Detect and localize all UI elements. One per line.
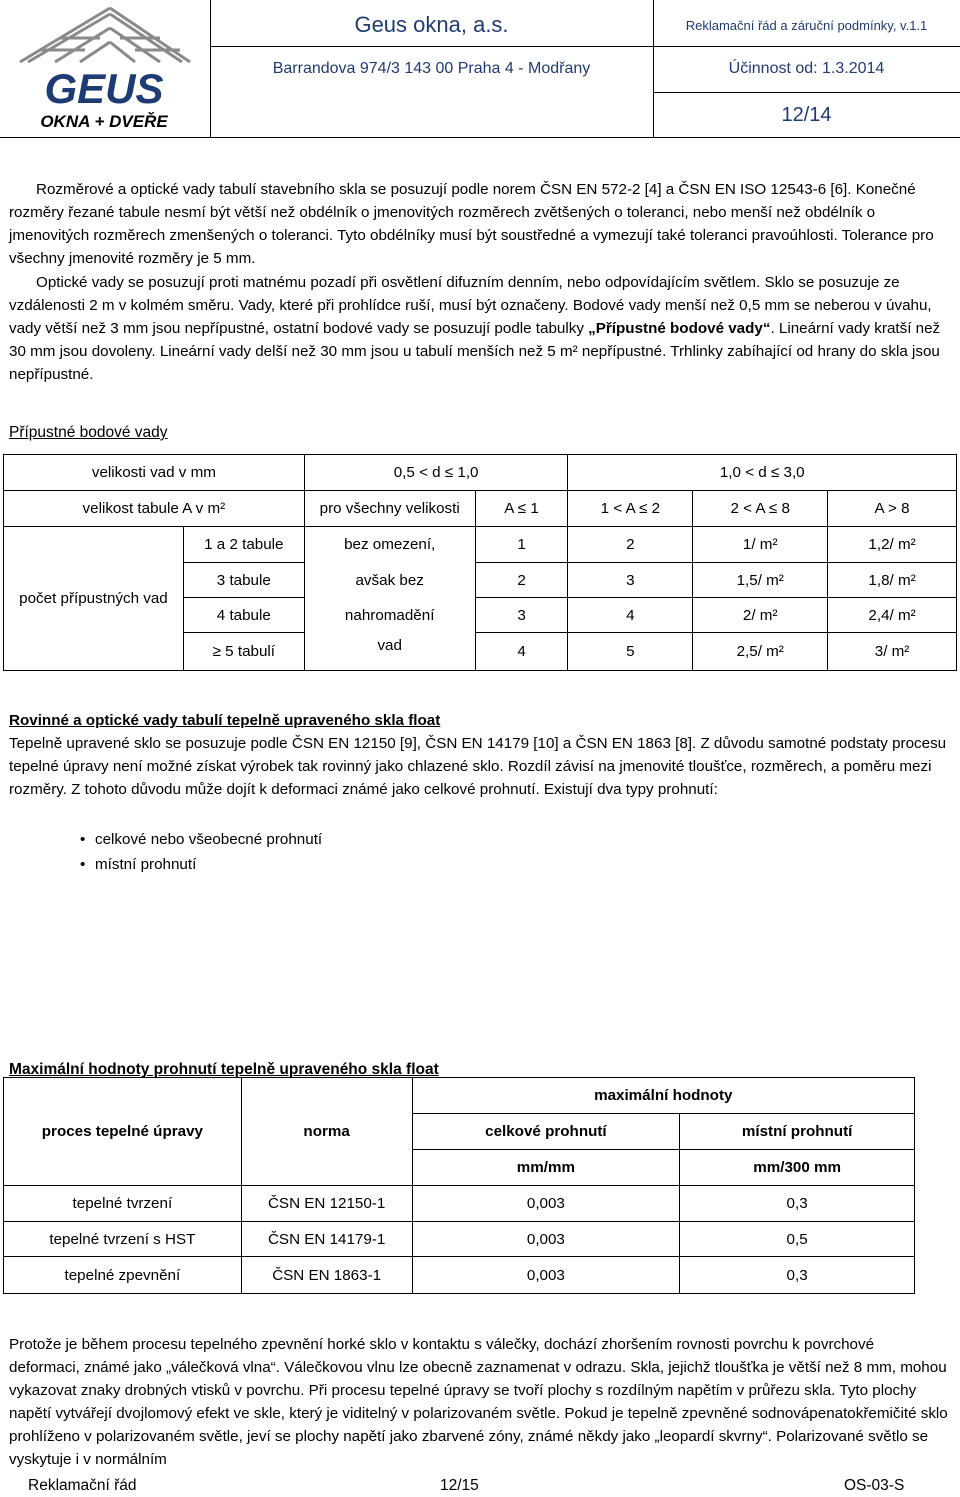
- section2: [9, 709, 949, 801]
- table-cell: 1/ m²: [693, 527, 828, 563]
- table-cell: tepelné tvrzení s HST: [4, 1222, 242, 1257]
- table-cell: 5: [568, 633, 693, 671]
- section2-heading: Rovinné a optické vady tabulí tepelně upraveného skla float: [9, 712, 441, 729]
- table-cell: 1: [475, 527, 568, 563]
- table-cell: 0,3: [680, 1257, 915, 1294]
- doc-title: Reklamační řád a záruční podmínky, v.1.1: [685, 18, 928, 33]
- area-all: pro všechny velikosti: [304, 491, 475, 527]
- table-cell: 4: [568, 598, 693, 633]
- list-item: [80, 827, 322, 852]
- area-col: 2 < A ≤ 8: [693, 491, 828, 527]
- paragraph-dimensions: Rozměrové a optické vady tabulí stavebního skla se posuzují podle norem ČSN EN 572-2 [4] a ČSN EN ISO 12543-6 [6]. Konečné rozměry řezané tabule nesmí být větší než obdélník o jmenovitých rozměrech zvětšených o toleranci, nebo menší než obdélník o jmenovitých rozměrech zmenšených o toleranci. Tyto obdélníky musí být soustředné a vymezují také toleranci pravoúhlosti. Tolerance pro všechny jmenovité rozměry je 5 mm.: [9, 181, 934, 267]
- table2-heading: Maximální hodnoty prohnutí tepelně upraveného skla float: [9, 1061, 439, 1078]
- table-cell: 0,003: [412, 1257, 680, 1294]
- logo-sub: OKNA + DVEŘE: [40, 112, 168, 131]
- table-row: [4, 1186, 915, 1222]
- deflection-types-list: [80, 827, 322, 877]
- list-item-text: celkové nebo všeobecné prohnutí: [95, 831, 323, 848]
- col-local-header: místní prohnutí: [680, 1114, 915, 1150]
- geus-logo: [0, 0, 209, 136]
- effective-date: Účinnost od: 1.3.2014: [728, 60, 885, 77]
- size-range-b: 1,0 < d ≤ 3,0: [568, 455, 957, 491]
- table-cell: ČSN EN 14179-1: [241, 1222, 412, 1257]
- panes-label: 4 tabule: [183, 598, 304, 633]
- table-row: [4, 1257, 915, 1294]
- table-reference: „Přípustné bodové vady“: [588, 320, 771, 337]
- company-address: Barrandova 974/3 143 00 Praha 4 - Modřany: [272, 60, 591, 77]
- page-number: 12/14: [781, 104, 832, 126]
- header-divider: [210, 46, 653, 47]
- col-total-header: celkové prohnutí: [412, 1114, 680, 1150]
- unit-total: mm/mm: [412, 1150, 680, 1186]
- table-cell: 2,5/ m²: [693, 633, 828, 671]
- table-cell: 0,003: [412, 1186, 680, 1222]
- table-cell: ČSN EN 1863-1: [241, 1257, 412, 1294]
- section2-text: Tepelně upravené sklo se posuzuje podle ČSN EN 12150 [9], ČSN EN 14179 [10] a ČSN EN 1863 [8]. Z důvodu samotné podstaty procesu tepelné úpravy není možné získat výrobek tak rovinný jako chlazené sklo. Rozdíl závisí na jmenovité tloušťce, rozměrech, a poměru mezi rozměry. Z tohoto důvodu může dojít k deformaci známé jako celkové prohnutí. Existují dva typy prohnutí:: [9, 735, 947, 798]
- max-values-header: maximální hodnoty: [412, 1078, 914, 1114]
- count-label: počet přípustných vad: [4, 527, 184, 671]
- area-label: velikost tabule A v m²: [4, 491, 305, 527]
- company-name: Geus okna, a.s.: [354, 12, 509, 37]
- table-cell: 3: [475, 598, 568, 633]
- table-cell: 0,003: [412, 1222, 680, 1257]
- footer-center: 12/15: [440, 1477, 479, 1494]
- table-cell: 2,4/ m²: [828, 598, 957, 633]
- note-line: bez omezení,: [304, 527, 475, 563]
- table-cell: 2/ m²: [693, 598, 828, 633]
- panes-label: 1 a 2 tabule: [183, 527, 304, 563]
- table-cell: tepelné zpevnění: [4, 1257, 242, 1294]
- table-cell: 1,5/ m²: [693, 563, 828, 598]
- unit-local: mm/300 mm: [680, 1150, 915, 1186]
- note-line: avšak bez: [304, 563, 475, 598]
- list-item: [80, 852, 322, 877]
- table-cell: 4: [475, 633, 568, 671]
- table-cell: 1,2/ m²: [828, 527, 957, 563]
- panes-label: 3 tabule: [183, 563, 304, 598]
- area-col: A > 8: [828, 491, 957, 527]
- table-cell: 2: [475, 563, 568, 598]
- area-col: A ≤ 1: [475, 491, 568, 527]
- table-cell: 3: [568, 563, 693, 598]
- table-row: [4, 527, 957, 563]
- max-deflection-table: [3, 1077, 915, 1294]
- note-line: vad: [304, 633, 475, 671]
- header-doc-cell: [653, 0, 960, 138]
- table1-heading: Přípustné bodové vady: [9, 424, 168, 441]
- logo-brand: GEUS: [44, 65, 164, 112]
- panes-label: ≥ 5 tabulí: [183, 633, 304, 671]
- size-label: velikosti vad v mm: [4, 455, 305, 491]
- paragraph-optical: [9, 271, 949, 386]
- point-defects-table: [3, 454, 957, 671]
- header-logo-cell: [0, 0, 211, 138]
- table-row: [4, 491, 957, 527]
- text-run: Optické vady se posuzují proti matnému pozadí při osvětlení difuzním denním, nebo odpovídajícím světlem. Sklo se posuzuje ze vzdálenosti 2 m v kolmém směru. Vady, které při prohlídce ruší, musí být označeny. Bodové vady menší než 0,5 mm se neberou v úvahu, vady větší než 3 mm jsou nepřípustné, ostatní bodové vady se posuzují podle tabulky: [9, 274, 932, 337]
- table-row: [4, 1078, 915, 1114]
- table-cell: 3/ m²: [828, 633, 957, 671]
- table-cell: 2: [568, 527, 693, 563]
- area-col: 1 < A ≤ 2: [568, 491, 693, 527]
- col-norm-header: norma: [241, 1078, 412, 1186]
- text-run: . Lineární vady kratší než 30 mm jsou dovoleny. Lineární vady delší než 30 mm jsou u tabulí menších než 5 m² nepřípustné. Trhlinky zabíhající od hrany do skla jsou nepřípustné.: [9, 320, 941, 383]
- paragraph-roller-wave: Protože je během procesu tepelného zpevnění horké sklo v kontaktu s válečky, dochází zhoršením rovnosti povrchu k povrchové deformaci, známé jako „válečková vlna“. Válečkovou vlnu lze obecně zaznamenat v odrazu. Skla, jejichž tloušťka je větší než 8 mm, mohou vykazovat znaky drobných vtisků v povrchu. Při procesu tepelné úpravy se tvoří plochy s rozdílným napětím v průřezu skla. Tyto plochy napětí vytvářejí dvojlomový efekt ve skle, který je viditelný v polarizovaném světle. Pokud je tepelně zpevněné sodnovápenatokřemičité sklo prohlíženo v polarizovaném světle, jeví se plochy napětí jako zbarvené zóny, známé někdy jako „leopardí skvrny“. Polarizované světlo se vyskytuje i v normálním: [9, 1336, 948, 1468]
- table-row: [4, 1222, 915, 1257]
- header-divider: [653, 46, 960, 47]
- col-process-header: proces tepelné úpravy: [4, 1078, 242, 1186]
- table-row: [4, 455, 957, 491]
- header-divider: [653, 92, 960, 93]
- table-cell: 0,5: [680, 1222, 915, 1257]
- header-company-cell: [210, 0, 654, 138]
- footer-left: Reklamační řád: [28, 1477, 137, 1494]
- size-range-a: 0,5 < d ≤ 1,0: [304, 455, 568, 491]
- table-cell: ČSN EN 12150-1: [241, 1186, 412, 1222]
- footer-right: OS-03-S: [844, 1477, 905, 1494]
- list-item-text: místní prohnutí: [95, 856, 197, 873]
- table-cell: 0,3: [680, 1186, 915, 1222]
- roof-icon: [20, 8, 190, 62]
- table-cell: tepelné tvrzení: [4, 1186, 242, 1222]
- table-cell: 1,8/ m²: [828, 563, 957, 598]
- note-line: nahromadění: [304, 598, 475, 633]
